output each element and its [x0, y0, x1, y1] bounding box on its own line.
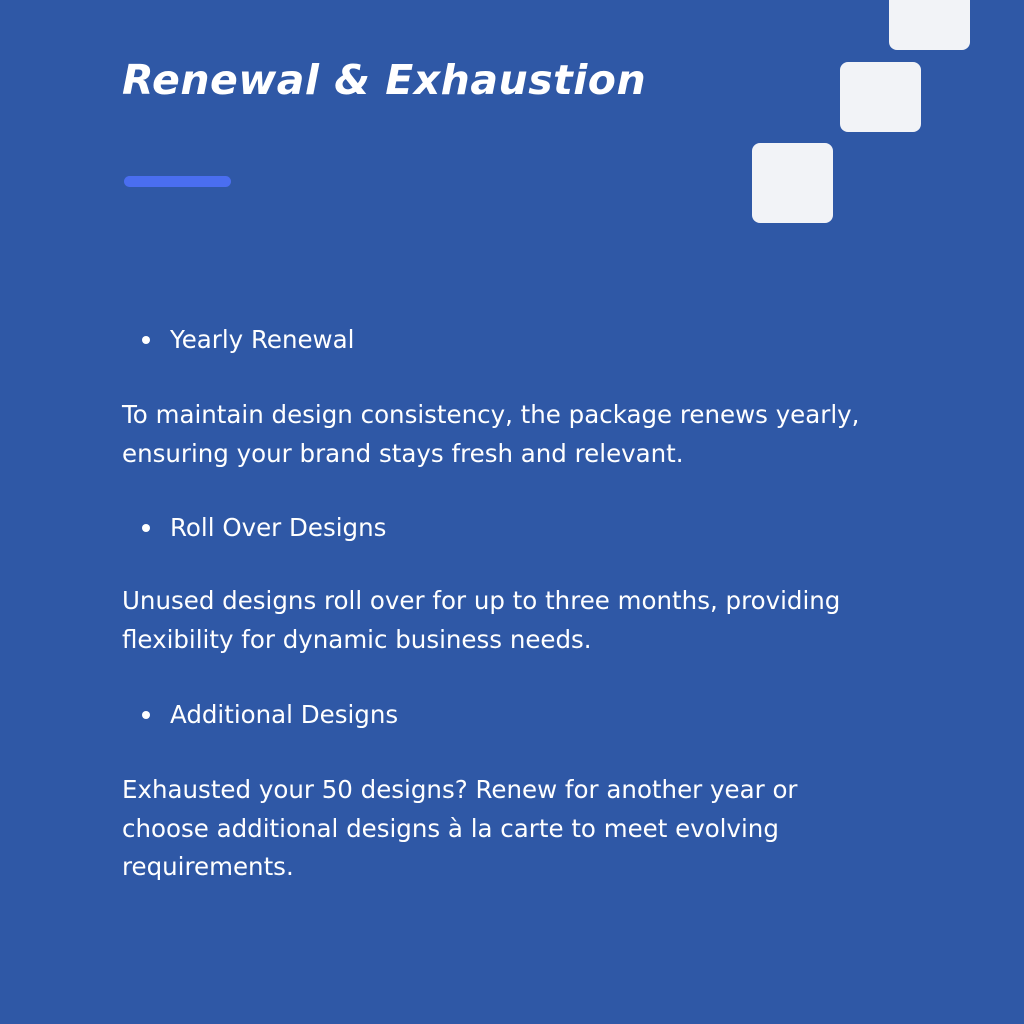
section-roll-over-designs — [122, 506, 862, 659]
bullet-icon — [142, 336, 150, 344]
section-body: Unused designs roll over for up to three months, providing flexibility for dynamic business needs. — [122, 586, 841, 654]
decorative-square — [840, 62, 921, 132]
section-body: Exhausted your 50 designs? Renew for another year or choose additional designs à la carte to meet evolving requirements. — [122, 775, 798, 881]
bullet-icon — [142, 711, 150, 719]
bullet-heading-label: Additional Designs — [170, 700, 399, 729]
section-additional-designs — [122, 693, 862, 887]
title-accent-bar — [124, 176, 231, 187]
decorative-square — [889, 0, 970, 50]
bullet-heading-label: Yearly Renewal — [170, 325, 355, 354]
bullet-icon — [142, 524, 150, 532]
bullet-heading — [122, 318, 862, 362]
bullet-heading — [122, 506, 862, 550]
section-body: To maintain design consistency, the package renews yearly, ensuring your brand stays fresh and relevant. — [122, 400, 860, 468]
decorative-square — [752, 143, 833, 223]
section-yearly-renewal — [122, 318, 862, 473]
content-list — [122, 318, 862, 887]
bullet-heading — [122, 693, 862, 737]
page-title: Renewal & Exhaustion — [122, 56, 647, 104]
bullet-heading-label: Roll Over Designs — [170, 513, 387, 542]
